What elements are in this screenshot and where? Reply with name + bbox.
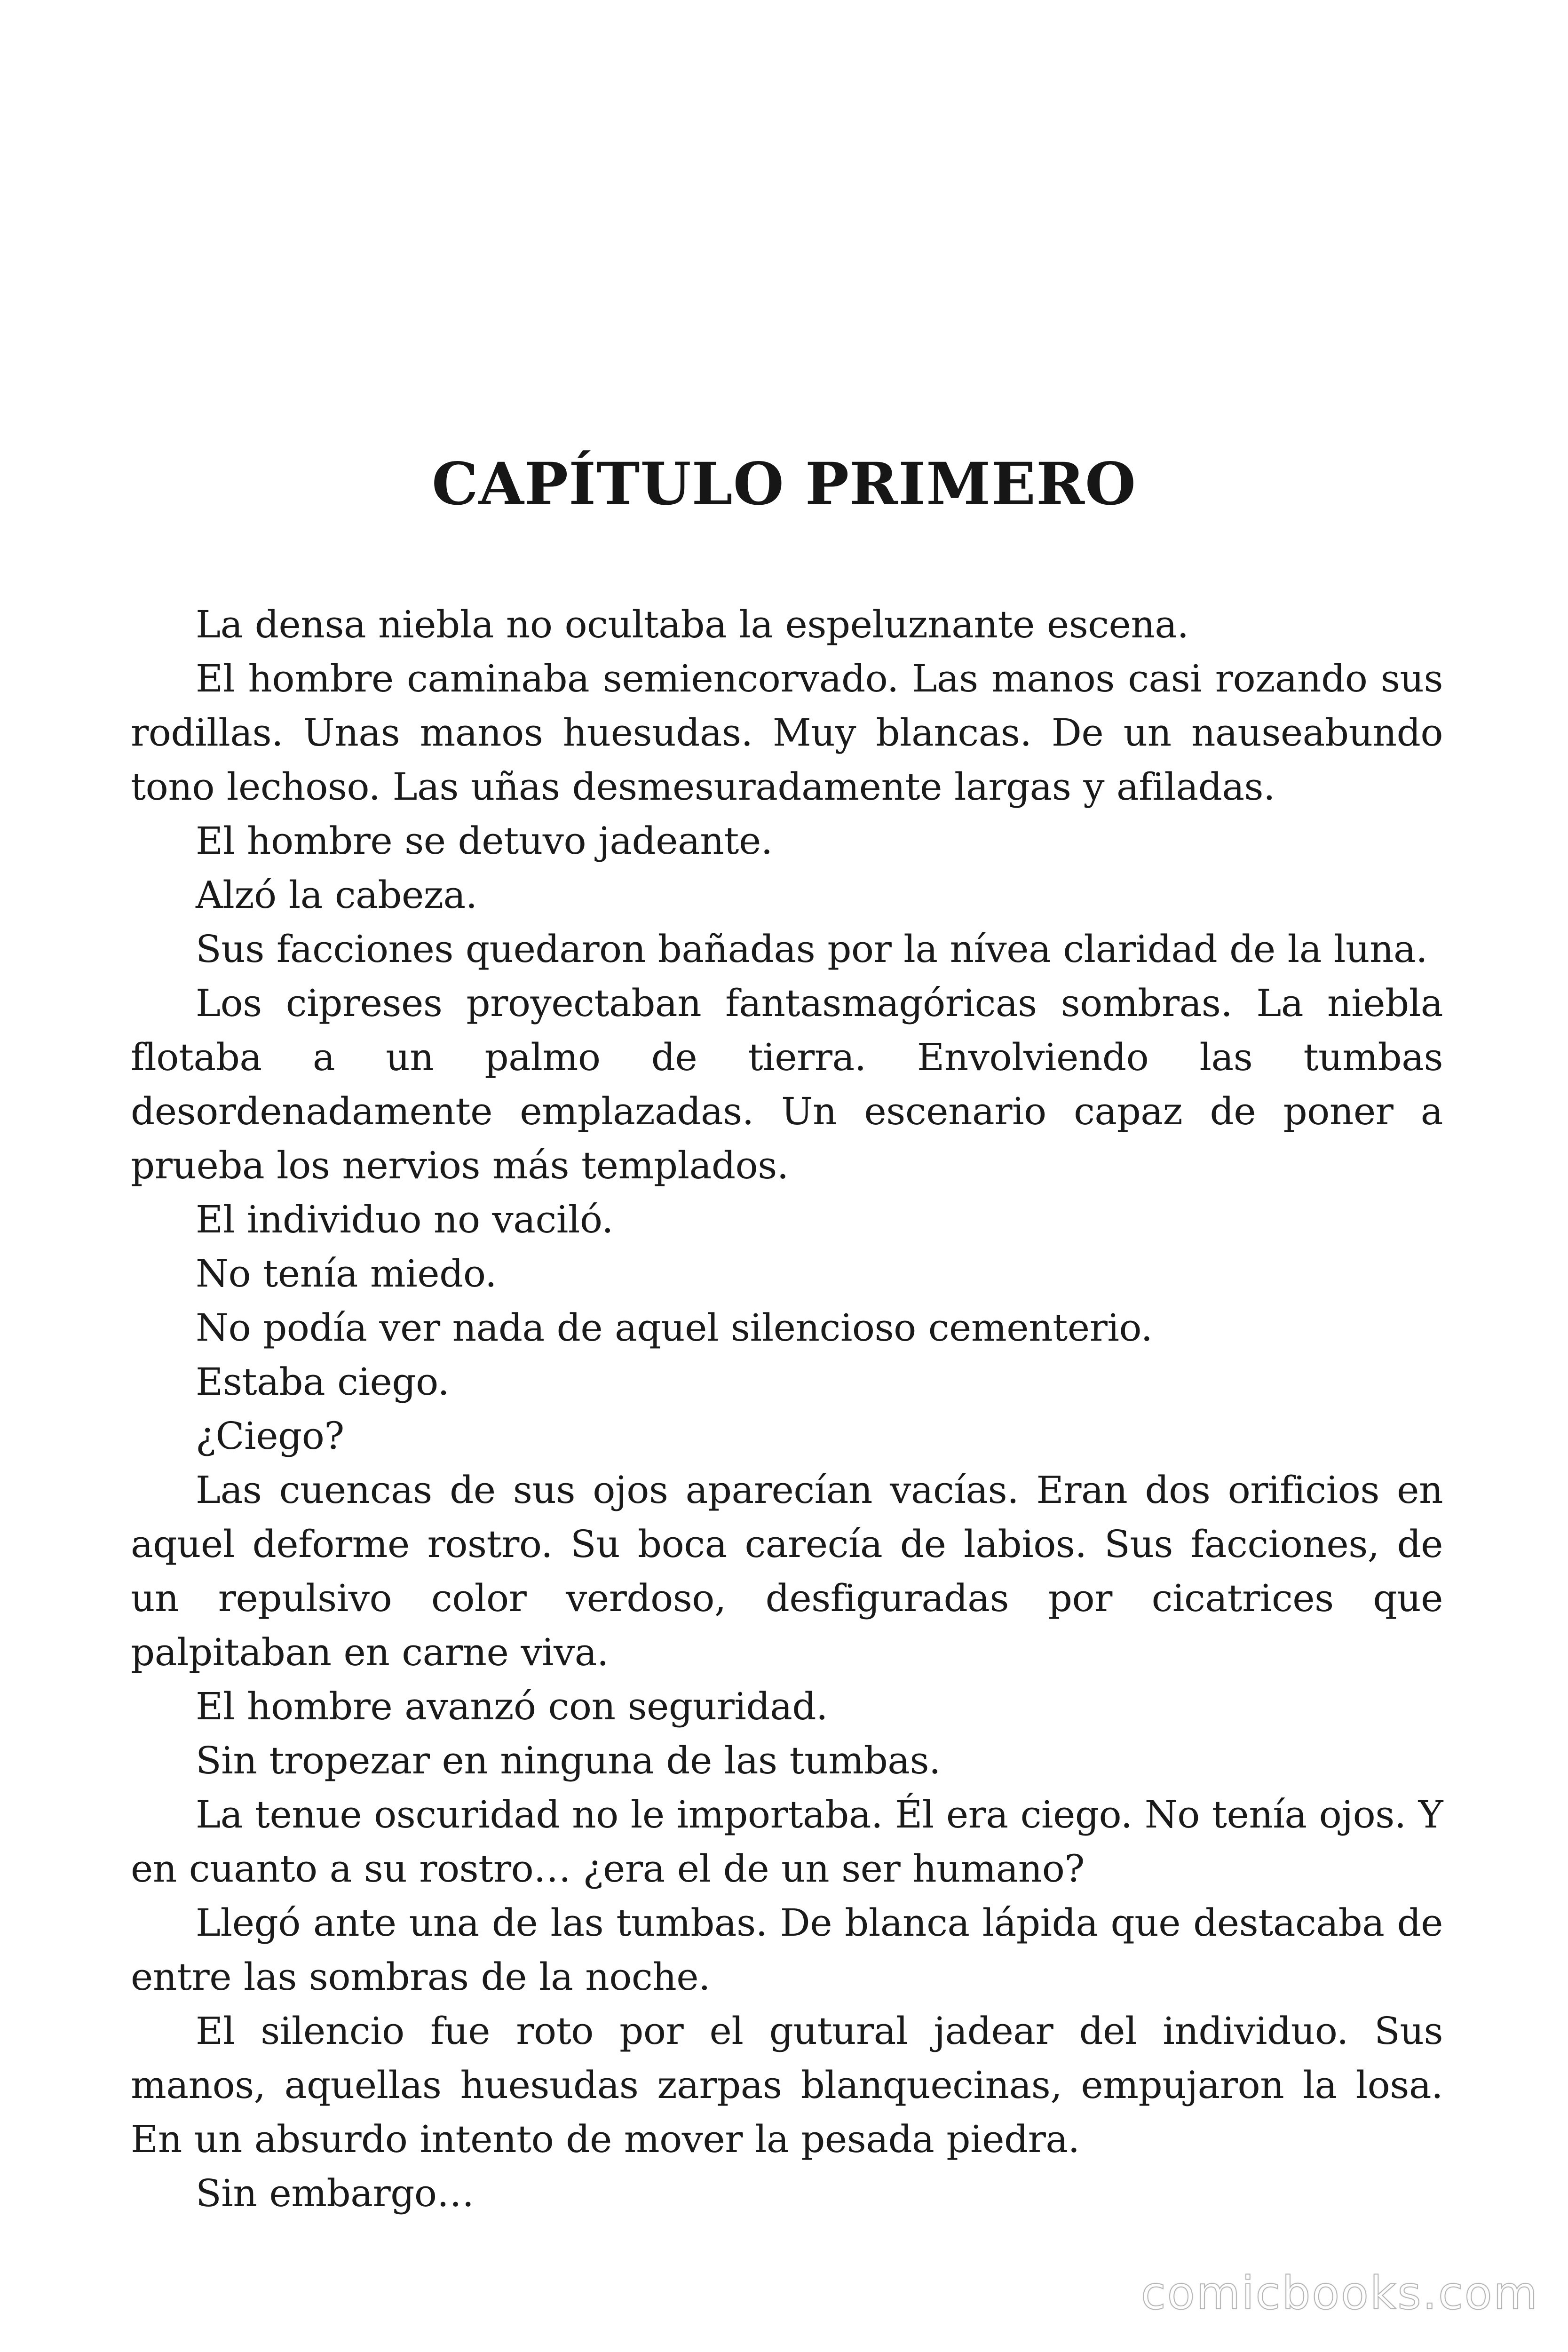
paragraph: Llegó ante una de las tumbas. De blanca lápida que destacaba de entre las sombras de la noche. — [131, 1901, 1443, 1999]
paragraph: El hombre se detuvo jadeante. — [196, 819, 773, 863]
body-text — [131, 597, 1443, 2220]
paragraph: La densa niebla no ocultaba la espeluznante escena. — [196, 603, 1189, 646]
paragraph: El silencio fue roto por el gutural jadear del individuo. Sus manos, aquellas huesudas zarpas blanquecinas, empujaron la losa. En un absurdo intento de mover la pesada piedra. — [131, 2009, 1443, 2161]
paragraph: Sin embargo… — [196, 2171, 475, 2215]
paragraph: Alzó la cabeza. — [196, 873, 477, 917]
paragraph: Sin tropezar en ninguna de las tumbas. — [196, 1739, 941, 1782]
watermark: comicbooks.com — [1140, 2267, 1539, 2320]
paragraph: El hombre caminaba semiencorvado. Las manos casi rozando sus rodillas. Unas manos huesudas. Muy blancas. De un nauseabundo tono lechoso. Las uñas desmesuradamente largas y afiladas. — [131, 657, 1443, 809]
paragraph: El individuo no vaciló. — [196, 1198, 614, 1241]
paragraph: Los cipreses proyectaban fantasmagóricas sombras. La niebla flotaba a un palmo de tierra. Envolviendo las tumbas desordenadamente emplazadas. Un escenario capaz de poner a prueba los nervios más templados. — [131, 981, 1443, 1187]
paragraph: La tenue oscuridad no le importaba. Él era ciego. No tenía ojos. Y en cuanto a su rostro… ¿era el de un ser humano? — [131, 1793, 1443, 1891]
paragraph: Las cuencas de sus ojos aparecían vacías. Eran dos orificios en aquel deforme rostro. Su boca carecía de labios. Sus facciones, de un repulsivo color verdoso, desfiguradas por cicatrices que palpitaban en carne viva. — [131, 1468, 1443, 1674]
paragraph: No podía ver nada de aquel silencioso cementerio. — [196, 1306, 1153, 1350]
paragraph: Sus facciones quedaron bañadas por la nívea claridad de la luna. — [196, 927, 1428, 971]
paragraph: ¿Ciego? — [196, 1414, 344, 1458]
paragraph: El hombre avanzó con seguridad. — [196, 1685, 828, 1728]
paragraph: No tenía miedo. — [196, 1252, 497, 1295]
paragraph: Estaba ciego. — [196, 1360, 450, 1404]
chapter-title: CAPÍTULO PRIMERO — [431, 450, 1137, 518]
